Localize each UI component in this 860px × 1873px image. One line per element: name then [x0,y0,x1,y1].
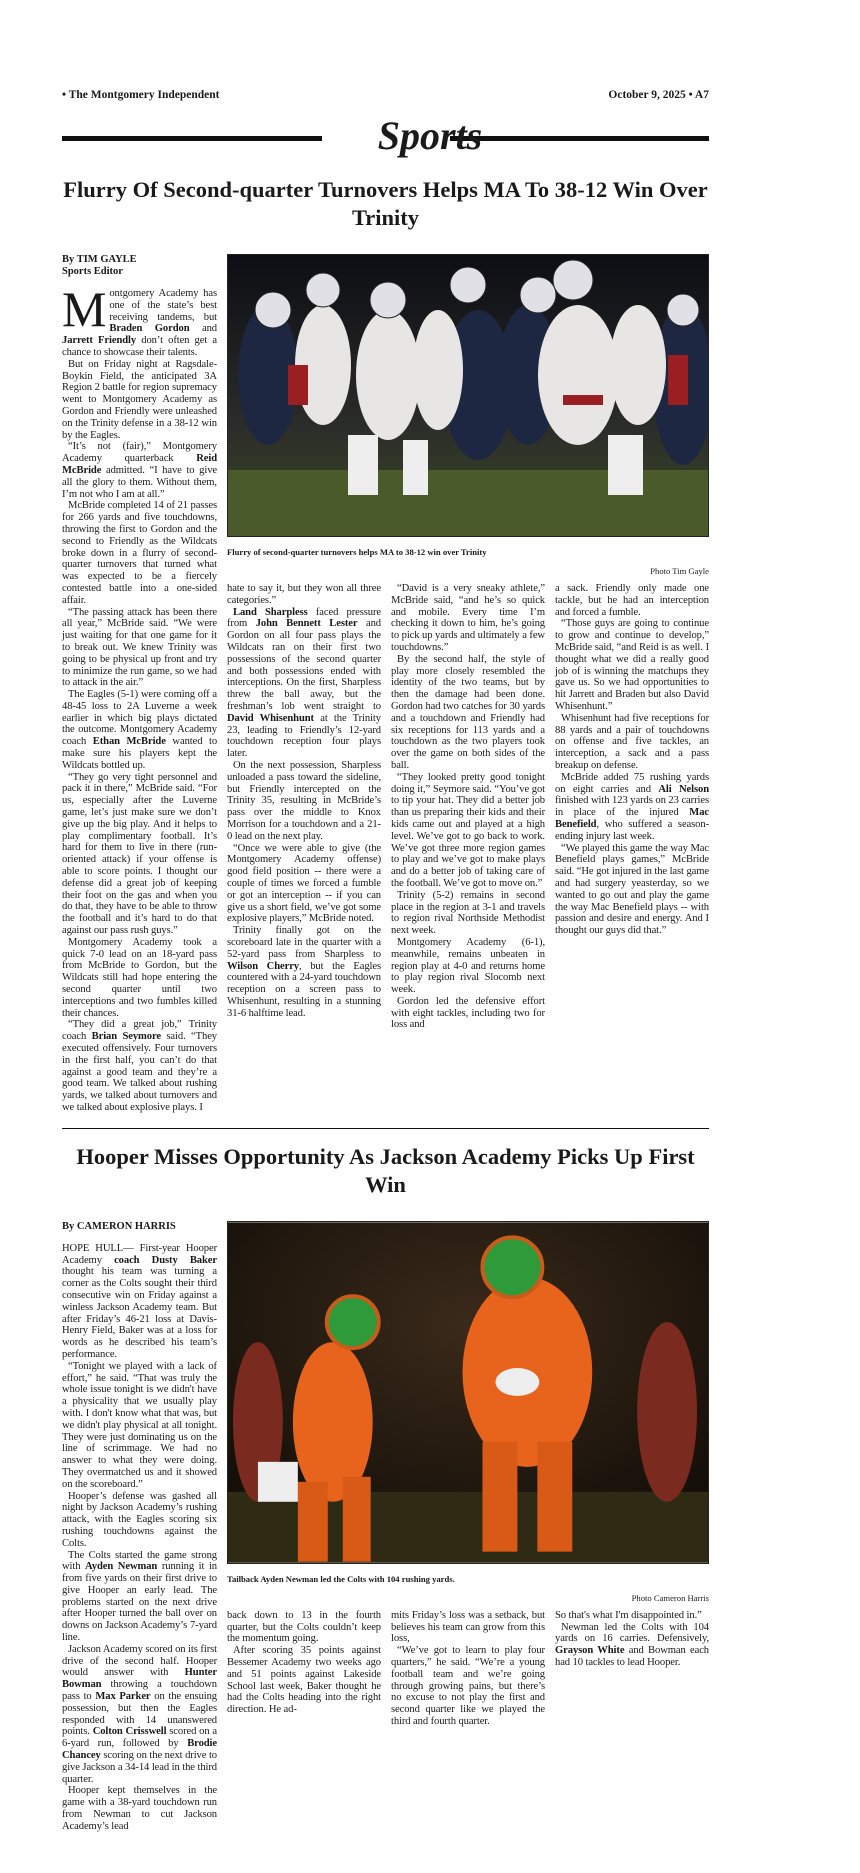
bold-name: Brodie Chancey [62,1738,217,1762]
text-run: After scoring 35 points against Bessemer Academy two weeks ago and 51 points against Lakeside School last week, Baker thought he had the Colts heading into the right direction. He ad- [227,1645,381,1716]
byline-name: By TIM GAYLE [62,254,137,265]
text-run: scored on a 6-yard run, followed by [62,1726,217,1750]
paragraph [391,654,545,772]
article1-right [227,254,709,1031]
bold-name: Mac Benefield [555,807,709,830]
paragraph [227,583,381,607]
text-run: Newman led the Colts with 104 yards on 16 carries. Defensively, [555,1621,709,1645]
text-run: McBride added 75 rushing yards on eight carries and [555,771,709,795]
text-run: “We played this game the way Mac Benefield plays games,” McBride said. “He got injured in the last game and had surgery yeasterday, so we wanted to go out and play the game the way Mac Benefield plays -- with passion and desire and energy. And I thought our guys did that.” [555,842,709,937]
paragraph [62,500,217,606]
paragraph [555,1622,709,1669]
paragraph [62,1243,217,1361]
bold-name: Braden Gordon [109,323,190,335]
text-run: , but the Eagles countered with a 24-yard touchdown reception on a screen pass to Whisenhunt, resulting in a stunning 31-6 halftime lead. [227,960,381,1019]
article2-left [62,1221,217,1833]
paragraph [555,583,709,618]
article2-headline: Hooper Misses Opportunity As Jackson Academy Picks Up First Win [76,1143,695,1197]
text-run: By the second half, the style of play more closely resembled the identity of the two teams, but by then the damage had been done. Gordon had two catches for 30 yards and a touchdown and Friendly had six receptions for 113 yards and a touchdown as the two players took over the game on both sides of the ball. [391,653,545,771]
bold-name: Grayson White [555,1645,625,1657]
article2-body [62,1221,709,1833]
article2-columns [227,1610,709,1728]
article1-photo-credit: Photo Tim Gayle [650,566,709,576]
paragraph [227,843,381,926]
text-run: But on Friday night at Ragsdale-Boykin Field, the anticipated 3A Region 2 battle for region supremacy went to Montgomery Academy as Gordon and Friendly were unleashed on the Trinity defense in a 38-12 win by the Eagles. [62,358,217,441]
article2-column-2 [227,1610,381,1728]
article2-caption: Tailback Ayden Newman led the Colts with 104 rushing yards. [227,1573,455,1584]
paragraph [227,760,381,843]
paragraph [391,937,545,996]
article-divider [62,1128,709,1129]
paragraph [227,1645,381,1716]
bold-name: Land Sharpless [233,606,308,618]
article1-column-1 [62,281,218,1114]
paragraph [227,925,381,1019]
article1-left [62,254,217,1114]
page-body [62,176,709,1873]
text-run: on the ensuing possession, but then the Eagles responded with 14 unanswered points. [62,1691,217,1738]
paragraph [555,843,709,937]
paragraph [555,618,709,712]
text-run: “The passing attack has been there all year,” McBride said. “We were just waiting for that one game for it to break out. We knew Trinity was going to be physical up front and try to minimize the run game, so we had to attack in the air.” [62,606,217,689]
text-run: admitted. “I have to give all the glory to them. Without them, I’m not who I am at all.” [62,464,217,500]
article2-column-3 [391,1610,545,1728]
text-run: Gordon led the defensive effort with eight tackles, including two for loss and [391,995,545,1031]
text-run: “David is a very sneaky athlete,” McBride said, “and he’s so quick and mobile. Every time I’m checking it down to him, he’s going to pick up yards and ultimately a few touchdowns.” [391,583,545,653]
text-run: ontgomery Academy has one of the state’s best receiving tandems, but [109,288,217,323]
article2-photo [227,1221,709,1564]
text-run: So that's what I'm disappointed in.” [555,1609,702,1621]
bold-name: Ethan McBride [92,736,166,748]
text-run: “We’ve got to learn to play four quarters,” he said. “We’re a young football team and we’re going through growing pains, but there’s no excuse to not play the first and second quarter like we played the third and fourth quarter. [391,1645,545,1727]
article1-columns [227,583,709,1031]
paragraph [62,281,217,359]
paragraph [391,772,545,890]
paragraph [62,1361,217,1491]
bold-name: Jarrett Friendly [62,335,137,347]
paragraph [555,1610,709,1622]
article1-headline: Flurry Of Second-quarter Turnovers Helps MA To 38-12 Win Over Trinity [63,177,708,230]
bold-name: Brian Seymore [91,1031,161,1043]
paragraph [62,772,217,937]
paragraph [391,1645,545,1728]
text-run: Montgomery Academy (6-1), meanwhile, remains unbeaten in region play at 4-0 and returns home to play region rival Slocomb next week. [391,936,545,996]
text-run: a sack. Friendly only made one tackle, but he had an interception and forced a fumble. [555,583,709,618]
text-run: throwing a touchdown pass to [62,1679,217,1703]
text-run: “They go very tight personnel and pack it in there,” McBride said. “For us, especially after the Luverne game, let’s just make sure we don’t give up the big play. And it helps to play complimentary football. It’s hard for them to live in there (run-oriented attack) if your offense is able to score points. I thought our defense did a great job of keeping their foot on the gas and when you do that, they have to be able to throw the football and it’s hard to do that against our pass rush guys.” [62,771,217,937]
text-run: Jackson Academy scored on its first drive of the second half. Hooper would answer with [62,1643,217,1679]
paragraph [62,359,217,442]
bold-name: Ayden Newman [85,1561,158,1573]
article1-column-3 [391,583,545,1031]
text-run: faced pressure from [227,606,382,630]
text-run: Hooper kept themselves in the game with a 38-yard touchdown run from Newman to cut Jackson Academy’s lead [62,1785,217,1832]
bold-name: Reid McBride [62,453,217,476]
article1-caption: Flurry of second-quarter turnovers helps MA to 38-12 win over Trinity [227,547,487,557]
text-run: and Bowman each had 10 tackles to lead Hooper. [555,1645,709,1668]
paragraph [62,1644,217,1786]
text-run: “They looked pretty good tonight doing it,” Seymore said. “You’ve got to tip your hat. They did a better job than us preparing their kids and their kids came out and played at a high level. We’ve got to go back to work. We’ve got three more region games to play and we’ve got to make plays and do a better job of taking care of the football. We’ve got to move on.” [391,771,545,889]
text-run: said. “They executed offensively. Four turnovers in the first half, you can’t do that against a good team and they’re a good team. We talked about rushing yards, we talked about turnovers and we talked about explosive plays. I [62,1031,218,1113]
section-title: Sports [377,113,483,158]
paragraph [391,1610,545,1645]
paragraph [62,689,217,772]
text-run: “It’s not (fair),” Montgomery Academy quarterback [62,441,217,465]
bold-name: Wilson Cherry [227,960,299,972]
text-run: hate to say it, but they won all three categories.” [227,583,381,606]
text-run: The Colts started the game strong with [62,1549,217,1573]
article2-right [227,1221,709,1728]
text-run: and Gordon on all four pass plays the Wildcats ran on their first two possessions of the second quarter and both possessions ended with interceptions. On the first, Sharpless threw the ball away, but the freshman’s lob went straight to [227,618,382,712]
date-page: October 9, 2025 • A7 [608,89,709,101]
article2-column-1 [62,1243,217,1833]
article1-byline [62,254,217,278]
text-run: “Those guys are going to continue to grow and continue to develop,” McBride said, “and Reid is as well. I thought what we did a really good job of is winning the matchups they gave us. So we had opportunities to hit Jarrett and Braden but also David Whisenhunt.” [555,618,709,712]
paragraph [227,1610,381,1645]
text-run: and [189,323,217,335]
bold-name: coach Dusty Baker [114,1254,217,1266]
article1-photo [227,254,709,537]
text-run: running it in from five yards on their first drive to give Hooper an early lead. The problems started on the next drive after Hooper turned the ball over on downs on Jackson Academy’s 7-yard line. [62,1561,217,1644]
paragraph [555,772,709,843]
paragraph [62,1019,217,1113]
bold-name: Ali Nelson [658,783,710,795]
text-run: Hooper’s defense was gashed all night by Jackson Academy’s rushing attack, with the Eagles scoring six rushing touchdowns against the Colts. [62,1490,217,1549]
text-run: “Once we were able to give (the Montgomery Academy offense) good field position -- there were a couple of times we forced a fumble or got an interception -- if you can give us a short field, we’ve got some explosive players,” McBride noted. [227,842,381,925]
text-run: thought his team was turning a corner as the Colts sought their third consecutive win on Friday against a winless Jackson Academy team. But after Friday’s 46-21 loss at Davis-Henry Field, Baker was at a loss for words as he described his team’s performance. [62,1266,217,1360]
bold-name: Hunter Bowman [62,1667,217,1691]
paragraph [62,1491,217,1550]
paragraph [62,1785,217,1832]
text-run: finished with 123 yards on 23 carries in place of the injured [555,795,709,819]
text-run: at the Trinity 23, leading to Friendly’s 12-yard touchdown reception four plays later. [227,712,381,760]
bold-name: Max Parker [95,1691,151,1703]
article2-byline: By CAMERON HARRIS [62,1220,176,1232]
bold-name: David Whisenhunt [227,712,314,724]
paper-name: • The Montgomery Independent [62,89,220,101]
article2-photo-credit: Photo Cameron Harris [631,1592,709,1603]
text-run: HOPE HULL— First-year Hooper Academy [62,1242,217,1266]
text-run: “They did a great job,” Trinity coach [62,1019,217,1043]
article2-column-4 [555,1610,709,1728]
text-run: The Eagles (5-1) were coming off a 48-45 loss to 2A Luverne a week earlier in which big plays dictated the outcome. Montgomery Academy coach [62,689,217,748]
text-run: back down to 13 in the fourth quarter, but the Colts couldn’t keep the momentum going. [227,1609,381,1645]
paragraph [391,996,545,1031]
bold-name: Colton Crisswell [92,1726,167,1738]
paragraph [391,583,545,654]
article1-column-2 [227,583,381,1031]
text-run: “Tonight we played with a lack of effort,” he said. “That was truly the whole issue tonight is we didn't have a physicality that we usually play with. I don't know what that was, but we didn't play physical at all tonight. They were just dominating us on the line of scrimmage. We had no answer to what they were doing. They overmatched us and it showed on the scoreboard.” [62,1360,217,1490]
paragraph [62,1550,217,1644]
text-run: McBride completed 14 of 21 passes for 266 yards and five touchdowns, throwing the first to Gordon and the second to Friendly as the Wildcats broke down in a flurry of second-quarter turnovers that turned what was expected to be a fiercely contested battle into a one-sided affair. [62,500,217,606]
text-run: , who suffered a season-ending injury last week. [555,818,709,842]
paragraph [62,937,217,1020]
byline-title: Sports Editor [62,266,123,277]
text-run: mits Friday’s loss was a setback, but believes his team can grow from this loss, [391,1609,545,1645]
paragraph [62,441,217,500]
text-run: Trinity (5-2) remains in second place in the region at 3-1 and travels to region rival Northside Methodist next week. [391,889,545,937]
article1-body [62,254,709,1114]
text-run: Montgomery Academy took a quick 7-0 lead on an 18-yard pass from McBride to Gordon, but the Wildcats still had hope entering the second quarter until two interceptions and two fumbles killed their chances. [62,936,217,1019]
paragraph [62,607,217,690]
paragraph [227,607,381,760]
text-run: Whisenhunt had five receptions for 88 yards and a pair of touchdowns on offense and five tackles, an interception, a sack and a pass breakup on defense. [555,712,709,771]
bold-name: John Bennett Lester [255,618,358,630]
article1-column-4 [555,583,709,1031]
text-run: wanted to make sure his players kept the Wildcats bottled up. [62,736,218,771]
text-run: On the next possession, Sharpless unloaded a pass toward the sideline, but Friendly intercepted on the Trinity 35, resulting in McBride’s pass over the middle to Knox Morrison for a touchdown and a 21-0 lead on the next play. [227,759,381,842]
text-run: scoring on the next drive to give Jackson a 34-14 lead in the third quarter. [62,1750,217,1785]
text-run: don’t often get a chance to showcase their talents. [62,335,217,358]
drop-cap: M [62,281,107,337]
paragraph [391,890,545,937]
text-run: Trinity finally got on the scoreboard late in the quarter with a 52-yard pass from Sharpless to [227,925,381,960]
paragraph [555,713,709,772]
